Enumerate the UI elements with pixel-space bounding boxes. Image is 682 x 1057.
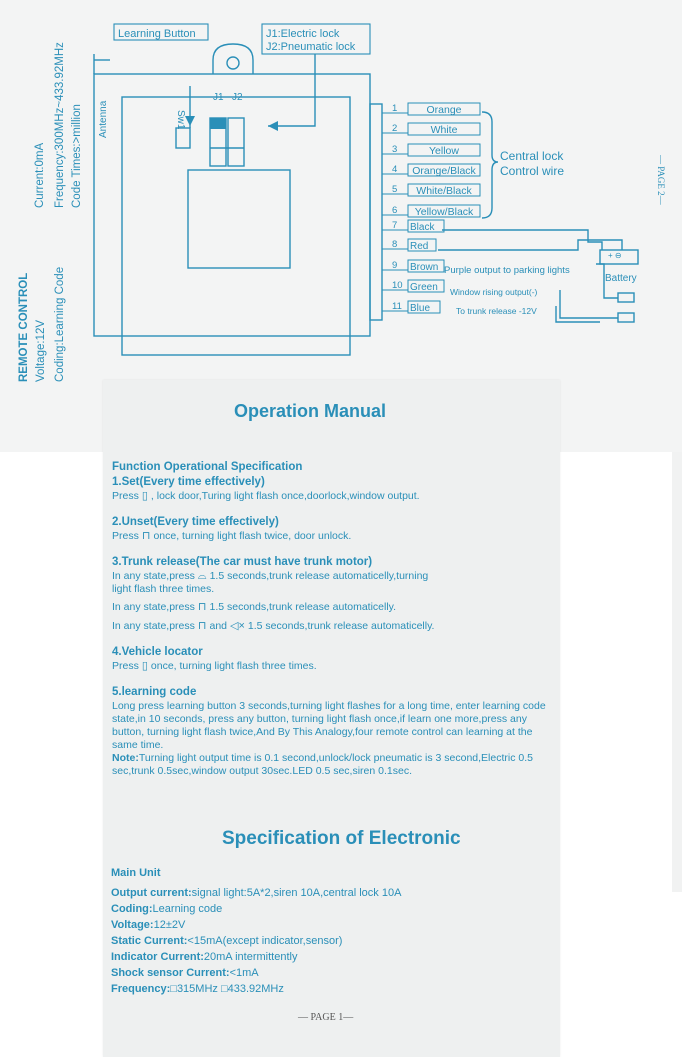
wire-number: 11 [392, 301, 402, 312]
control-wire-label: Control wire [500, 164, 565, 178]
trunk-line3-post: 1.5 seconds,trunk release automaticelly. [247, 620, 435, 632]
page-1-label: — PAGE 1— [298, 1012, 354, 1023]
j1-label: J1 [213, 92, 224, 103]
mounting-hole [227, 57, 239, 69]
learning-button-label: Learning Button [118, 28, 196, 40]
lock-label-line2: J2:Pneumatic lock [266, 41, 356, 53]
spec-row-label: Output current: [111, 887, 192, 899]
trunk-line2-post: 1.5 seconds,trunk release automaticelly. [209, 601, 397, 613]
spec-row [111, 885, 401, 901]
spec-current: Current:0mA [34, 142, 46, 208]
wiring-diagram [0, 0, 682, 452]
spec-row-value: 12±2V [153, 919, 186, 931]
wire-color-label: Yellow/Black [414, 206, 474, 218]
section-locator [112, 645, 562, 673]
spec-row-label: Voltage: [111, 919, 154, 931]
unlock-button-icon-2: ⊓ [197, 601, 207, 613]
spec-row [111, 965, 401, 981]
spec-row-value: <15mA(except indicator,sensor) [187, 935, 343, 947]
spec-title: Specification of Electronic [222, 828, 461, 849]
spec-frequency: Frequency:300MHz~433.92MHz [54, 42, 66, 208]
locator-heading: 4.Vehicle locator [112, 646, 203, 658]
lock-label-line1: J1:Electric lock [266, 28, 340, 40]
lamp-icon-2 [618, 313, 634, 322]
central-lock-label: Central lock [500, 149, 564, 163]
locator-button-icon: ▯ [141, 660, 148, 672]
central-lock-brace [482, 112, 498, 218]
note-body: Turning light output time is 0.1 second,unlock/lock pneumatic is 3 second,Electric 0.5 sec,trunk 0.5sec,window output 30sec.LED 0.5 sec,siren 0.1sec. [112, 752, 533, 777]
set-heading: 1.Set(Every time effectively) [112, 476, 265, 488]
wire-number: 1 [392, 103, 398, 114]
spec-table [111, 865, 401, 997]
wire-color-label: Orange/Black [412, 165, 476, 177]
wire-number: 6 [392, 205, 398, 216]
wire-number: 3 [392, 144, 398, 155]
wire-color-label: Red [410, 241, 429, 252]
note-label: Note: [112, 752, 139, 764]
spec-row [111, 901, 401, 917]
spec-row [111, 981, 401, 997]
learning-body: Long press learning button 3 seconds,turning light flashes for a long time, enter learning code state,in 10 seconds, press any button, turning light flash once,if learn one more,press any button, turning light flash twice,And By This Analogy,four remote control can learning at the same time. [112, 700, 546, 751]
lock-arrow [268, 54, 315, 126]
wire-color-label: White/Black [416, 185, 472, 197]
trunk-line1-post: 1.5 seconds,trunk release automaticelly,turning [209, 570, 429, 582]
wire-number: 5 [392, 184, 398, 195]
spec-voltage: Voltage:12V [35, 319, 47, 382]
unset-line-post: once, turning light flash twice, door unlock. [153, 530, 352, 542]
function-heading: Function Operational Specification [112, 461, 303, 473]
section-learning [112, 685, 562, 778]
spec-code-times: Code Times:>million [71, 104, 83, 208]
car-trunk-icon: ⌓ [197, 570, 207, 582]
arrow-head [268, 121, 278, 131]
spec-row-value: 20mA intermittently [203, 951, 298, 963]
wire-color-label: Brown [410, 262, 439, 273]
wire-color-label: Green [410, 282, 438, 293]
connector-strip [370, 104, 382, 320]
manual-body [112, 460, 562, 790]
trunk-line3-pre: In any state,press [112, 620, 195, 632]
spec-row [111, 949, 401, 965]
wire-number: 7 [392, 220, 398, 231]
wire-color-label: Orange [426, 104, 462, 116]
spec-row-label: Frequency: [111, 983, 171, 995]
locator-line-pre: Press [112, 660, 139, 672]
page-2-label: — PAGE 2— [656, 155, 666, 205]
wire-green-line [560, 290, 618, 318]
spec-row-value: <1mA [229, 967, 259, 979]
j1-jumper-cap [210, 118, 226, 129]
spec-row-value: □315MHz □433.92MHz [170, 983, 284, 995]
main-unit-inner [122, 97, 350, 355]
unlock-button-icon: ⊓ [141, 530, 151, 542]
unset-heading: 2.Unset(Every time effectively) [112, 516, 279, 528]
lock-button-icon: ▯ [141, 490, 148, 502]
spec-row-label: Shock sensor Current: [111, 967, 230, 979]
j2-jumper [228, 118, 244, 166]
right-sheet-edge [672, 452, 682, 892]
trunk-line2-pre: In any state,press [112, 601, 195, 613]
locator-line-post: once, turning light flash three times. [150, 660, 317, 672]
j2-label: J2 [232, 92, 243, 103]
trunk-heading: 3.Trunk release(The car must have trunk motor) [112, 556, 373, 568]
wire-number: 8 [392, 239, 398, 250]
chip [188, 170, 290, 268]
wire-number: 10 [392, 280, 403, 291]
lamp-icon-1 [618, 293, 634, 302]
section-unset [112, 515, 562, 543]
trunk-line1-pre: In any state,press [112, 570, 195, 582]
window-output-label: Window rising output(-) [450, 287, 538, 297]
spec-row-value: Learning code [152, 903, 223, 915]
section-set [112, 475, 562, 503]
wire-color-label: White [430, 124, 458, 136]
wire-color-label: Yellow [429, 145, 459, 157]
section-trunk [112, 555, 562, 633]
trunk-output-label: To trunk release -12V [456, 306, 537, 316]
spec-row-label: Indicator Current: [111, 951, 204, 963]
spec-row [111, 933, 401, 949]
wire-number: 2 [392, 123, 398, 134]
set-line-post: , lock door,Turing light flash once,doorlock,window output. [150, 490, 420, 502]
battery-label: Battery [605, 273, 637, 284]
main-unit-heading: Main Unit [111, 867, 161, 879]
spec-row [111, 917, 401, 933]
wire-number: 4 [392, 164, 398, 175]
set-line-pre: Press [112, 490, 139, 502]
spec-coding: Coding:Learning Code [54, 266, 66, 382]
operation-manual-title: Operation Manual [234, 401, 387, 421]
antenna-label: Antenna [98, 100, 109, 138]
sw1-switch [176, 128, 190, 148]
learning-heading: 5.learning code [112, 686, 197, 698]
main-unit-box [94, 74, 370, 336]
wire-color-label: Black [410, 222, 435, 233]
spec-row-label: Static Current: [111, 935, 188, 947]
remote-control-heading: REMOTE CONTROL [18, 272, 30, 382]
unlock-button-icon-3: ⊓ [197, 620, 207, 632]
spec-row-value: signal light:5A*2,siren 10A,central lock 10A [191, 887, 402, 899]
parking-light-label: Purple output to parking lights [444, 265, 570, 276]
unset-line-pre: Press [112, 530, 139, 542]
svg-text:+ ⊖: + ⊖ [608, 251, 622, 260]
wire-number: 9 [392, 260, 398, 271]
mute-speaker-icon: ◁× [230, 620, 245, 632]
sw1-label: Sw1 [175, 110, 186, 130]
spec-row-label: Coding: [111, 903, 153, 915]
trunk-line1-cont: light flash three times. [112, 583, 215, 595]
wire-color-label: Blue [410, 303, 431, 314]
trunk-line3-mid: and [209, 620, 228, 632]
